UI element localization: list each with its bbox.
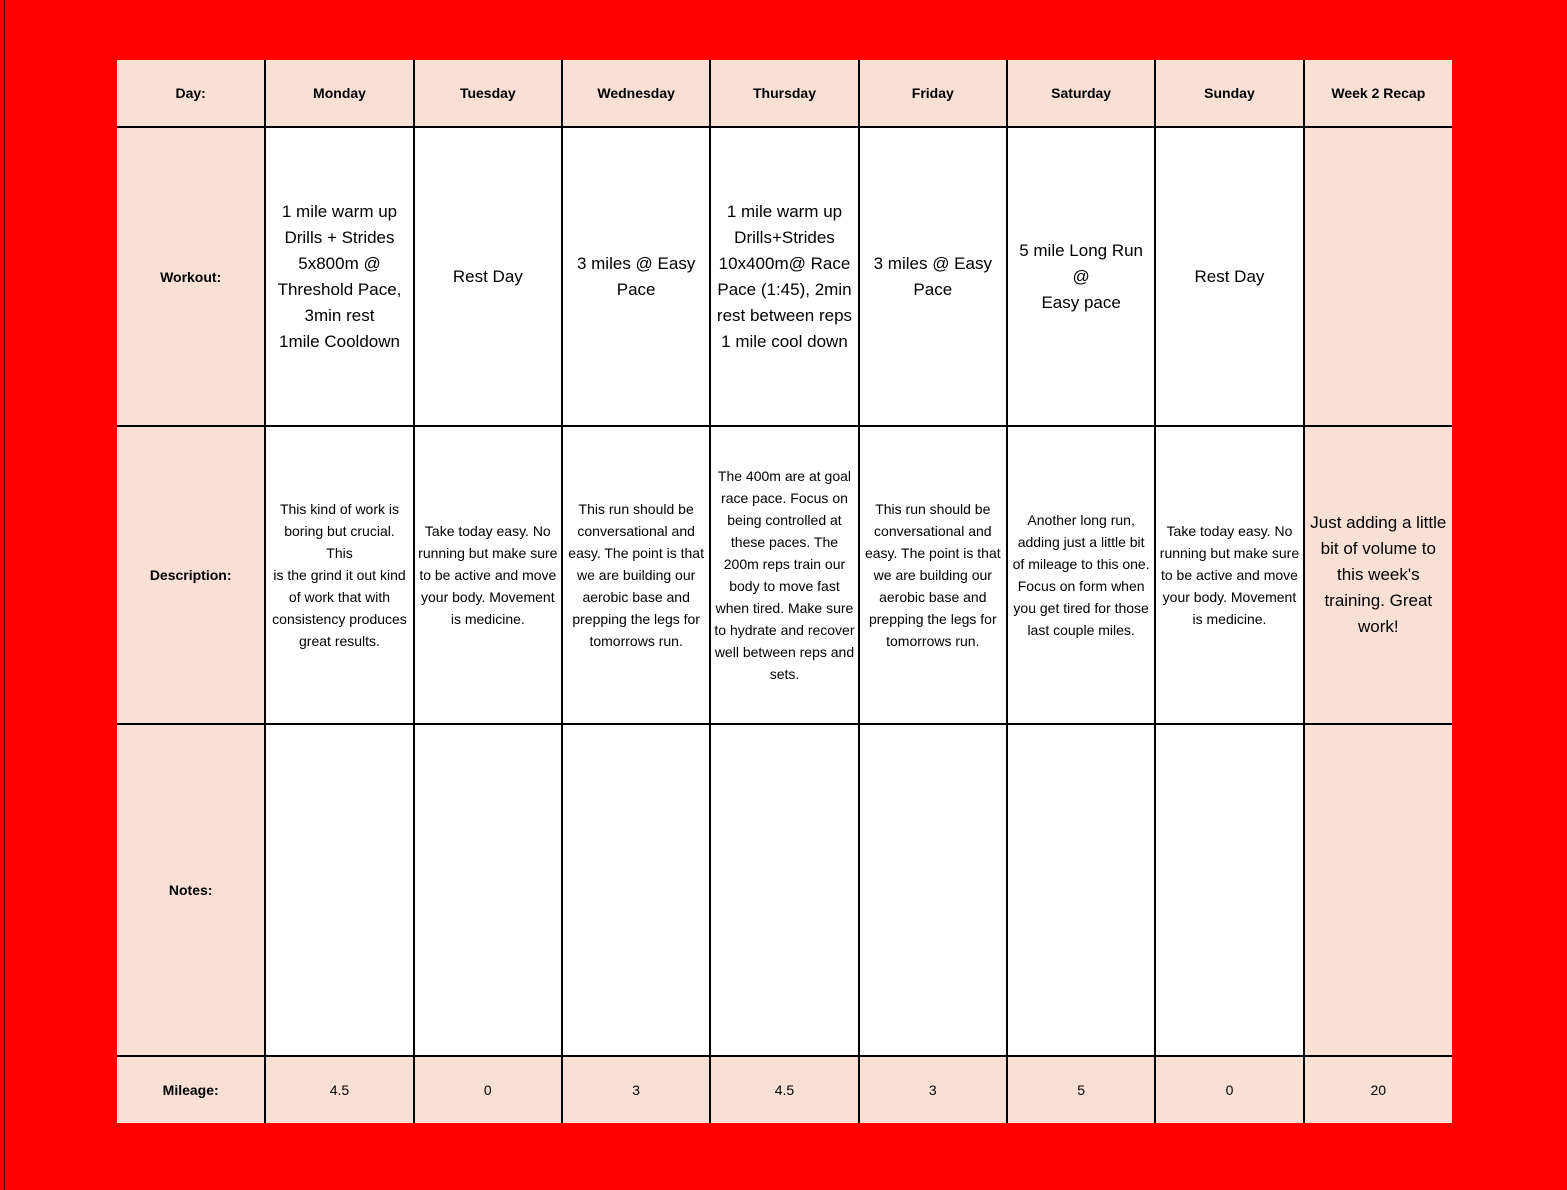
header-sunday: Sunday [1155,60,1303,127]
notes-cell-sunday [1155,724,1303,1056]
workout-cell-thursday: 1 mile warm up Drills+Strides 10x400m@ Race Pace (1:45), 2min rest between reps 1 mile cool down [710,127,858,426]
notes-row [117,724,1452,1056]
notes-cell-tuesday [414,724,562,1056]
mileage-cell-wednesday: 3 [562,1056,710,1123]
workout-cell-monday: 1 mile warm up Drills + Strides 5x800m @ Threshold Pace, 3min rest 1mile Cooldown [265,127,413,426]
mileage-row [117,1056,1452,1123]
notes-cell-monday [265,724,413,1056]
mileage-cell-sunday: 0 [1155,1056,1303,1123]
description-cell-tuesday: Take today easy. No running but make sure to be active and move your body. Movement is medicine. [414,426,562,724]
description-cell-friday: This run should be conversational and easy. The point is that we are building our aerobic base and prepping the legs for tomorrows run. [859,426,1007,724]
workout-cell-saturday: 5 mile Long Run @ Easy pace [1007,127,1155,426]
description-cell-recap: Just adding a little bit of volume to this week's training. Great work! [1304,426,1452,724]
notes-cell-thursday [710,724,858,1056]
header-thursday: Thursday [710,60,858,127]
workout-cell-friday: 3 miles @ Easy Pace [859,127,1007,426]
description-label: Description: [117,426,265,724]
header-saturday: Saturday [1007,60,1155,127]
workout-cell-sunday: Rest Day [1155,127,1303,426]
mileage-cell-recap: 20 [1304,1056,1452,1123]
mileage-cell-friday: 3 [859,1056,1007,1123]
notes-cell-wednesday [562,724,710,1056]
header-week-recap: Week 2 Recap [1304,60,1452,127]
header-day-label: Day: [117,60,265,127]
workout-row [117,127,1452,426]
header-wednesday: Wednesday [562,60,710,127]
workout-cell-recap [1304,127,1452,426]
mileage-cell-thursday: 4.5 [710,1056,858,1123]
left-edge-line [4,0,5,1190]
workout-label: Workout: [117,127,265,426]
notes-cell-friday [859,724,1007,1056]
description-cell-monday: This kind of work is boring but crucial. This is the grind it out kind of work that with consistency produces great results. [265,426,413,724]
description-cell-wednesday: This run should be conversational and easy. The point is that we are building our aerobic base and prepping the legs for tomorrows run. [562,426,710,724]
header-monday: Monday [265,60,413,127]
mileage-cell-tuesday: 0 [414,1056,562,1123]
notes-label: Notes: [117,724,265,1056]
description-cell-saturday: Another long run, adding just a little bit of mileage to this one. Focus on form when you get tired for those last couple miles. [1007,426,1155,724]
notes-cell-recap [1304,724,1452,1056]
mileage-cell-monday: 4.5 [265,1056,413,1123]
workout-cell-wednesday: 3 miles @ Easy Pace [562,127,710,426]
description-cell-sunday: Take today easy. No running but make sure to be active and move your body. Movement is medicine. [1155,426,1303,724]
mileage-label: Mileage: [117,1056,265,1123]
workout-cell-tuesday: Rest Day [414,127,562,426]
training-plan-table [117,60,1452,1123]
description-cell-thursday: The 400m are at goal race pace. Focus on being controlled at these paces. The 200m reps train our body to move fast when tired. Make sure to hydrate and recover well between reps and sets. [710,426,858,724]
header-tuesday: Tuesday [414,60,562,127]
notes-cell-saturday [1007,724,1155,1056]
mileage-cell-saturday: 5 [1007,1056,1155,1123]
description-row [117,426,1452,724]
header-row [117,60,1452,127]
header-friday: Friday [859,60,1007,127]
